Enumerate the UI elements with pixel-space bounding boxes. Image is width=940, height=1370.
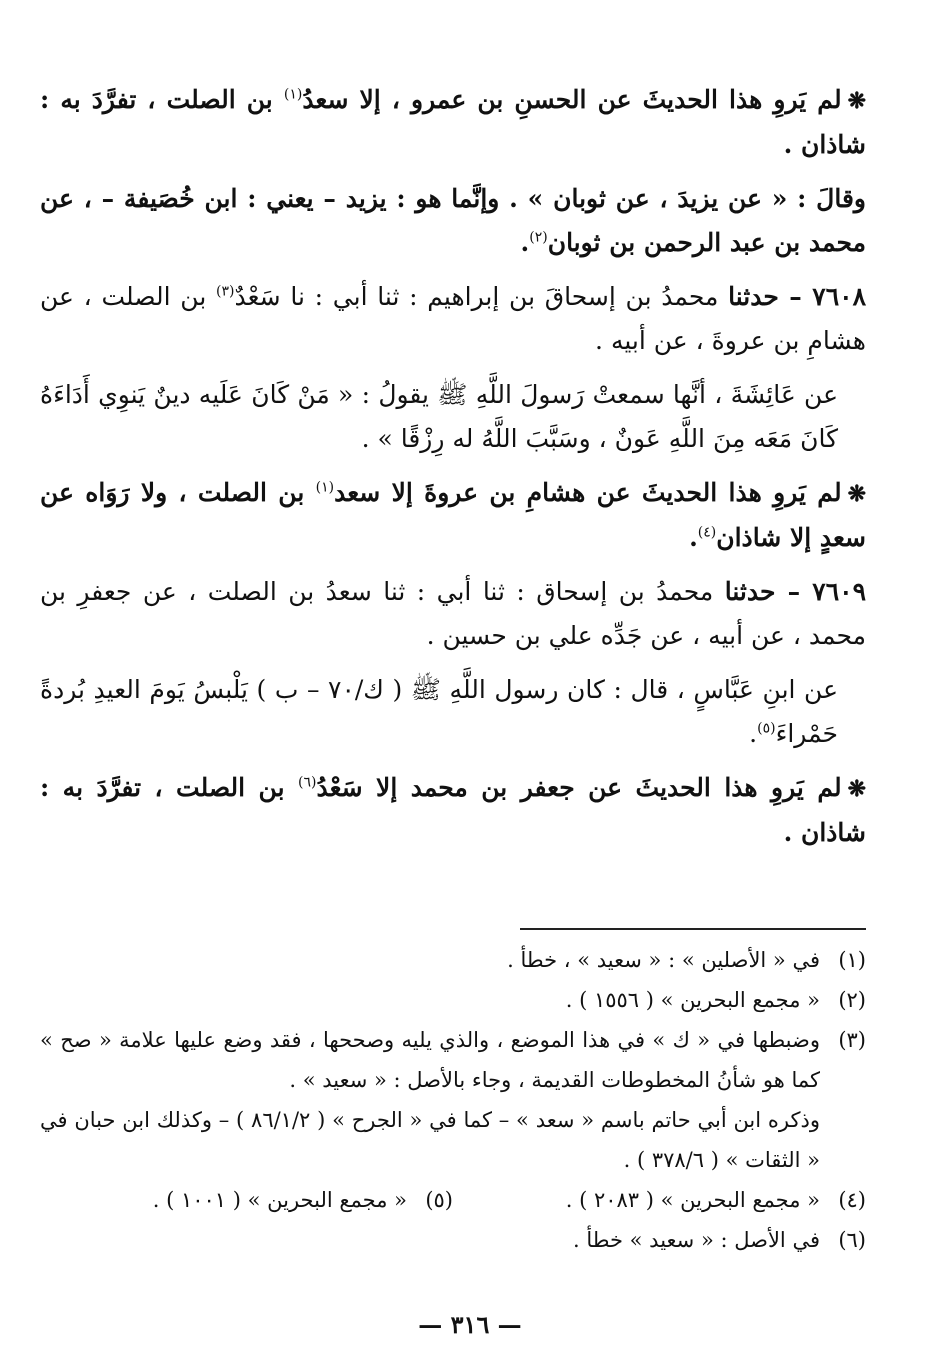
note-text: . <box>520 228 530 257</box>
matn-text: عن عَائِشَةَ ، أنَّها سمعتْ رَسولَ اللَّهِ ﷺ يقولُ : « مَنْ كَانَ عَلَيه دينٌ يَنوِي أَدَاءَهُ كَانَ مَعَه مِنَ اللَّهِ عَونٌ ، وسَبَّبَ اللَّهُ له رِزْقًا » . <box>40 380 838 453</box>
isnad-text: بن الصلت ، عن هشامِ بن عروةَ ، عن أبيه . <box>40 282 866 355</box>
editor-note <box>40 177 866 265</box>
footnote-text: في « الأصلين » : « سعيد » ، خطأ . <box>507 948 820 972</box>
footnote-text: « مجمع البحرين » ( ٢٠٨٣ ) . <box>565 1188 820 1212</box>
footnote-ref[interactable]: (٤) <box>697 524 717 541</box>
note-text: لم يَروِ هذا الحديثَ عن هشامِ بن عروةَ إلا سعد <box>334 478 842 507</box>
matn-text: عن ابنِ عَبَّاسٍ ، قال : كان رسول اللَّهِ ﷺ ( ك/٧٠ – ب ) يَلْبسُ يَومَ العيدِ بُردةً حَمْراءَ <box>40 675 838 748</box>
footnote-text: وذكره ابن أبي حاتم باسم « سعد » – كما في « الجرح » ( ٨٦/١/٢ ) – وكذلك ابن حبان في « الثقات » ( ٣٧٨/٦ ) . <box>40 1108 820 1172</box>
footnote-ref[interactable]: (٦) <box>298 774 317 791</box>
note-text: بن الصلت ، ولا رَوَاه عن سعدٍ إلا شاذان <box>40 478 866 552</box>
footnote-number: (٣) <box>838 1028 866 1052</box>
footnote <box>40 1220 866 1260</box>
footnote-number: (٥) <box>425 1188 453 1212</box>
note-text: لم يَروِ هذا الحديثَ عن الحسنِ بن عمرو ، إلا سعدُ <box>302 85 842 114</box>
hadith-number: ٧٦٠٨ – حدثنا <box>728 282 866 311</box>
asterism-icon: ❋ <box>847 776 867 802</box>
footnote <box>40 1180 453 1220</box>
editor-note <box>40 78 866 167</box>
hadith-matn <box>40 668 866 756</box>
footnote-separator <box>520 928 866 930</box>
asterism-icon: ❋ <box>847 88 867 114</box>
footnote-ref[interactable]: (٥) <box>757 720 776 737</box>
footnote <box>40 980 866 1020</box>
hadith-isnad <box>40 275 866 363</box>
footnote-ref[interactable]: (٢) <box>529 229 548 246</box>
footnote-text: في الأصل : « سعيد » خطأ . <box>573 1228 820 1252</box>
footnote-ref[interactable]: (٣) <box>216 283 235 300</box>
footnote-text: وضبطها في « ك » في هذا الموضع ، والذي يليه وصححها ، فقد وضع عليها علامة « صح » كما هو شأنُ المخطوطات القديمة ، وجاء بالأصل : « سعيد » . <box>40 1028 820 1092</box>
hadith-isnad <box>40 570 866 658</box>
footnotes <box>40 940 866 1260</box>
footnote <box>453 1180 866 1220</box>
page-number: — ٣١٦ — <box>418 1310 522 1339</box>
footnote-text: « مجمع البحرين » ( ١٠٠١ ) . <box>152 1188 407 1212</box>
isnad-text: محمدُ بن إسحاقَ بن إبراهيم : ثنا أبي : نا سَعْدٌ <box>234 282 729 311</box>
editor-note <box>40 471 866 560</box>
note-text: وقالَ : « عن يزيدَ ، عن ثوبان » . وإنَّما هو : يزيد – يعني : ابن خُصَيفة – ، عن محمد بن عبد الرحمن بن ثوبان <box>40 184 866 257</box>
editor-note <box>40 766 866 855</box>
matn-text: . <box>749 719 758 748</box>
asterism-icon: ❋ <box>847 481 866 507</box>
isnad-text: محمدُ بن إسحاق : ثنا أبي : ثنا سعدُ بن الصلت ، عن جعفرِ بن محمد ، عن أبيه ، عن جَدِّه علي بن حسين . <box>40 577 866 650</box>
footnote-number: (٢) <box>838 988 866 1012</box>
footnote-pair <box>40 1180 866 1220</box>
footnote <box>40 1020 866 1100</box>
footnote-number: (٦) <box>838 1228 866 1252</box>
note-text: . <box>689 523 698 552</box>
hadith-number: ٧٦٠٩ – حدثنا <box>724 577 867 606</box>
footnote-continuation <box>40 1100 866 1180</box>
note-text: بن الصلت ، تفرَّدَ به : شاذان . <box>40 773 866 847</box>
hadith-matn <box>40 373 866 461</box>
footnote-number <box>820 1100 866 1180</box>
footnote-number: (١) <box>838 948 866 972</box>
footnote-ref[interactable]: (١) <box>283 86 303 103</box>
note-text: بن الصلت ، تفرَّدَ به : شاذان . <box>40 85 866 159</box>
footnote-text: « مجمع البحرين » ( ١٥٥٦ ) . <box>565 988 820 1012</box>
footnote-number: (٤) <box>838 1188 866 1212</box>
note-text: لم يَروِ هذا الحديثَ عن جعفر بن محمد إلا سَعْدُ <box>316 773 842 802</box>
footnote-ref[interactable]: (١) <box>315 479 335 496</box>
footnote <box>40 940 866 980</box>
